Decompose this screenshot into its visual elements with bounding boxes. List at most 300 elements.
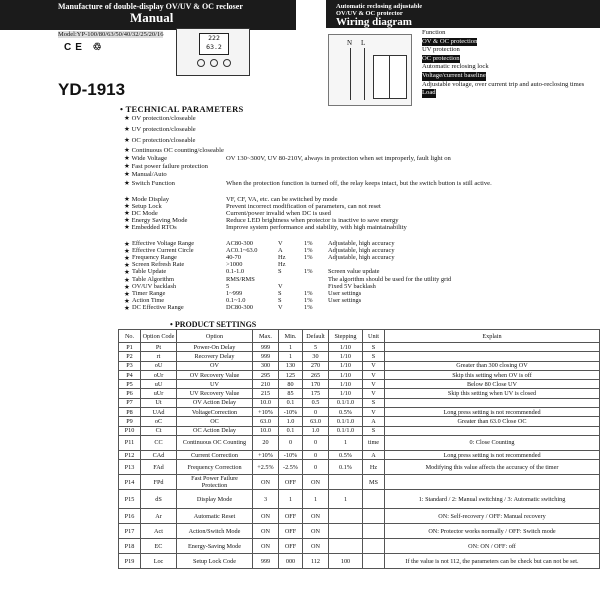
table-cell: 63.0 xyxy=(253,417,279,426)
table-cell: 0.1/1.0 xyxy=(329,398,363,407)
table-cell: 85 xyxy=(279,389,303,398)
table-cell: UAd xyxy=(141,408,177,417)
table-cell: ON: Protector works normally / OFF: Switch mode xyxy=(385,524,600,539)
table-cell: 0.1/1.0 xyxy=(329,426,363,435)
table-cell: A xyxy=(363,450,385,459)
table-cell: P13 xyxy=(119,460,141,475)
table-cell: uU xyxy=(141,380,177,389)
table-cell: S xyxy=(363,343,385,352)
table-cell: P6 xyxy=(119,389,141,398)
spec-range: 5 xyxy=(226,282,230,290)
table-cell: 0.1/1.0 xyxy=(329,417,363,426)
spec-note: Adjustable, high accuracy xyxy=(328,254,395,262)
table-cell xyxy=(329,539,363,554)
table-cell: 175 xyxy=(303,389,329,398)
wiring-legend-item xyxy=(420,38,600,47)
wiring-legend-text: OC protection xyxy=(422,54,460,62)
feature-label-text: UV protection/closeable xyxy=(131,126,196,133)
table-row xyxy=(119,352,600,361)
table-cell: P14 xyxy=(119,475,141,490)
table-cell: EC xyxy=(141,539,177,554)
table-cell: OFF xyxy=(279,539,303,554)
table-cell: VoltageCorrection xyxy=(177,408,253,417)
table-cell: CAd xyxy=(141,450,177,459)
table-cell: 0 xyxy=(303,450,329,459)
spec-range: AC80-300 xyxy=(226,240,253,247)
table-cell: 1.0 xyxy=(279,417,303,426)
table-cell: OC Action Delay xyxy=(177,426,253,435)
feature-label: ★ DC Mode xyxy=(124,210,158,217)
table-cell: 100 xyxy=(329,554,363,569)
spec-unit: S xyxy=(278,289,282,297)
table-cell: Skip this setting when UV is closed xyxy=(385,389,600,398)
table-cell: +10% xyxy=(253,450,279,459)
spec-range: AC0.1~63.0 xyxy=(226,247,258,255)
feature-value: VF, CF, VA, etc. can be switched by mode xyxy=(226,196,338,203)
table-cell: 999 xyxy=(253,343,279,352)
wiring-legend-text: Function xyxy=(422,29,446,36)
feature-label: ★ Switch Function xyxy=(124,180,175,187)
spec-label: Effective Voltage Range xyxy=(132,240,195,247)
table-cell: Frequency Correction xyxy=(177,460,253,475)
spec-label: OV/UV backlash xyxy=(132,282,177,290)
table-row xyxy=(119,490,600,509)
table-cell: 0.1% xyxy=(329,460,363,475)
table-cell: -10% xyxy=(279,450,303,459)
wiring-legend-item xyxy=(420,55,600,64)
spec-unit: A xyxy=(278,247,283,255)
table-cell: 0: Close Counting xyxy=(385,435,600,450)
spec-range: RMS/RMS xyxy=(226,275,255,283)
wiring-legend-item xyxy=(420,72,600,81)
page-title: YD-1913 xyxy=(58,80,126,99)
table-cell: 1/10 xyxy=(329,370,363,379)
table-header-cell: Option Code xyxy=(141,330,177,343)
table-row xyxy=(119,398,600,407)
table-cell: Fast Power Failure Protection xyxy=(177,475,253,490)
device-display xyxy=(199,33,229,55)
table-cell: 0 xyxy=(279,435,303,450)
wiring-legend-item xyxy=(420,29,600,38)
spec-acc: 1% xyxy=(304,254,313,262)
table-cell: 0 xyxy=(303,460,329,475)
spec-star: ★ xyxy=(124,290,130,298)
table-cell xyxy=(329,509,363,524)
table-cell: rt xyxy=(141,352,177,361)
table-header-cell: Min. xyxy=(279,330,303,343)
table-cell: 1/10 xyxy=(329,380,363,389)
table-row xyxy=(119,417,600,426)
table-cell: Energy-Saving Mode xyxy=(177,539,253,554)
table-cell xyxy=(385,398,600,407)
technical-title: TECHNICAL PARAMETERS xyxy=(125,104,244,114)
table-cell: P11 xyxy=(119,435,141,450)
table-cell: V xyxy=(363,380,385,389)
table-cell: 30 xyxy=(303,352,329,361)
terminal-label: L xyxy=(361,39,366,47)
table-cell: P16 xyxy=(119,509,141,524)
table-cell: ON xyxy=(253,539,279,554)
table-cell: 170 xyxy=(303,380,329,389)
table-cell: S xyxy=(363,398,385,407)
wiring-header xyxy=(326,0,600,28)
table-cell: ON xyxy=(253,475,279,490)
spec-star: ★ xyxy=(124,276,130,284)
table-cell: 0.1 xyxy=(279,398,303,407)
settings-title: PRODUCT SETTINGS xyxy=(174,320,257,329)
wiring-legend-text: UV protection xyxy=(422,46,460,54)
table-cell: ON: ON / OFF: off xyxy=(385,539,600,554)
spec-label: Frequency Range xyxy=(132,254,177,262)
spec-note: User settings xyxy=(328,289,362,297)
wiring-legend xyxy=(420,29,600,98)
table-cell: P18 xyxy=(119,539,141,554)
table-cell: time xyxy=(363,435,385,450)
feature-label: ★ OV protection/closeable xyxy=(124,115,196,122)
spec-acc: 1% xyxy=(304,289,313,297)
table-row xyxy=(119,554,600,569)
table-cell: Skip this setting when OV is off xyxy=(385,370,600,379)
feature-label-text: Setup Lock xyxy=(131,203,162,210)
table-cell: Current Correction xyxy=(177,450,253,459)
table-cell: 1/10 xyxy=(329,389,363,398)
table-cell: 5 xyxy=(303,343,329,352)
table-header-cell: Stepping xyxy=(329,330,363,343)
section-title-technical: • TECHNICAL PARAMETERS xyxy=(120,104,244,114)
feature-value: Current/power invalid when DC is used xyxy=(226,210,331,217)
table-cell: OFF xyxy=(279,524,303,539)
device-button-icon xyxy=(223,59,231,67)
table-cell: Long press setting is not recommended xyxy=(385,408,600,417)
spec-unit: V xyxy=(278,240,283,247)
feature-label-text: OC protection/closeable xyxy=(131,137,196,144)
table-cell: 20 xyxy=(253,435,279,450)
spec-note: User settings xyxy=(328,296,362,304)
table-cell: V xyxy=(363,370,385,379)
spec-range: 0.1-1.0 xyxy=(226,268,245,276)
table-cell: P8 xyxy=(119,408,141,417)
wiring-legend-item xyxy=(420,63,600,72)
table-cell: 10.0 xyxy=(253,398,279,407)
certification-marks: CE ♲ xyxy=(64,42,106,53)
spec-acc: 1% xyxy=(304,303,313,311)
feature-label-text: OV protection/closeable xyxy=(131,115,196,122)
table-cell: Act xyxy=(141,524,177,539)
feature-label-text: Continuous OC counting/closeable xyxy=(131,147,224,154)
spec-note: Adjustable, high accuracy xyxy=(328,247,395,255)
table-cell: 63.0 xyxy=(303,417,329,426)
spec-unit: S xyxy=(278,296,282,304)
breaker-unit-icon xyxy=(389,55,407,99)
table-cell: Greater than 300 closing OV xyxy=(385,361,600,370)
spec-unit: S xyxy=(278,268,282,276)
table-header-cell: Max. xyxy=(253,330,279,343)
spec-acc: 1% xyxy=(304,268,313,276)
table-cell: 265 xyxy=(303,370,329,379)
table-cell: Pt xyxy=(141,343,177,352)
feature-value: Reduce LED brightness when protector is inactive to save energy xyxy=(226,217,399,224)
table-cell: OFF xyxy=(279,509,303,524)
table-cell: dS xyxy=(141,490,177,509)
table-cell xyxy=(385,426,600,435)
table-cell: Ar xyxy=(141,509,177,524)
table-cell: 125 xyxy=(279,370,303,379)
table-row xyxy=(119,370,600,379)
feature-label: ★ Manual/Auto xyxy=(124,171,167,178)
table-cell: ON xyxy=(253,509,279,524)
table-cell: P2 xyxy=(119,352,141,361)
feature-label: ★ Wide Voltage xyxy=(124,155,168,162)
spec-star: ★ xyxy=(124,255,130,263)
table-cell: 1/10 xyxy=(329,352,363,361)
feature-label-text: Energy Saving Mode xyxy=(131,217,188,224)
table-cell: Power-On Delay xyxy=(177,343,253,352)
wiring-legend-text: OV & OC protection xyxy=(422,37,478,45)
table-cell: V xyxy=(363,408,385,417)
wiring-header-line: Automatic reclosing adjustable xyxy=(336,3,423,10)
table-cell: S xyxy=(363,426,385,435)
table-cell: P10 xyxy=(119,426,141,435)
spec-star: ★ xyxy=(124,269,130,277)
table-cell: UV Recovery Value xyxy=(177,389,253,398)
table-cell xyxy=(363,539,385,554)
table-cell: 0.5% xyxy=(329,450,363,459)
feature-label: ★ Continuous OC counting/closeable xyxy=(124,147,224,154)
spec-star: ★ xyxy=(124,262,130,270)
device-button-icon xyxy=(197,59,205,67)
spec-range: 40-70 xyxy=(226,254,241,262)
feature-label: ★ Setup Lock xyxy=(124,203,162,210)
device-button-icon xyxy=(210,59,218,67)
terminal-label: N xyxy=(347,39,353,47)
wiring-header-title: Wiring diagram xyxy=(336,16,412,28)
spec-label: DC Effective Range xyxy=(132,303,184,311)
table-cell: Modifying this value affects the accuracy of the timer xyxy=(385,460,600,475)
spec-unit: Hz xyxy=(278,254,286,262)
table-cell: Loc xyxy=(141,554,177,569)
table-cell: 1 xyxy=(329,490,363,509)
table-cell: ON xyxy=(303,475,329,490)
table-cell: ON xyxy=(303,524,329,539)
wire-line xyxy=(350,48,351,100)
table-cell: P3 xyxy=(119,361,141,370)
table-cell: V xyxy=(363,389,385,398)
spec-acc: 1% xyxy=(304,247,313,255)
table-cell: P1 xyxy=(119,343,141,352)
table-cell: P5 xyxy=(119,380,141,389)
table-cell xyxy=(363,490,385,509)
wire-line xyxy=(364,48,365,100)
spec-note: Fixed 5V backlash xyxy=(328,282,376,290)
table-header-cell: Option xyxy=(177,330,253,343)
table-cell: P4 xyxy=(119,370,141,379)
table-cell: CC xyxy=(141,435,177,450)
feature-value: Improve system performance and stability, with high maintainability xyxy=(226,224,407,231)
table-cell: 300 xyxy=(253,361,279,370)
table-cell: P19 xyxy=(119,554,141,569)
table-cell: 0.5 xyxy=(303,398,329,407)
feature-label: ★ Mode Display xyxy=(124,196,170,203)
device-display-line: 222 xyxy=(208,34,220,42)
table-cell: S xyxy=(363,352,385,361)
table-row xyxy=(119,361,600,370)
table-cell: OV xyxy=(177,361,253,370)
table-cell: Setup Lock Code xyxy=(177,554,253,569)
table-cell: oU xyxy=(141,361,177,370)
feature-value: When the protection function is turned off, the relay keeps intact, but the switch button is still active. xyxy=(226,180,492,187)
table-row xyxy=(119,524,600,539)
manual-header-title: Manual xyxy=(130,10,174,25)
feature-label: ★ UV protection/closeable xyxy=(124,126,196,133)
spec-label: Timer Range xyxy=(132,289,166,297)
table-row xyxy=(119,435,600,450)
spec-label: Table Algorithm xyxy=(132,275,174,283)
spec-label: Action Time xyxy=(132,296,165,304)
table-row xyxy=(119,460,600,475)
table-header-cell: Explain xyxy=(385,330,600,343)
feature-label-text: Manual/Auto xyxy=(131,171,167,178)
table-cell xyxy=(385,475,600,490)
table-cell: A xyxy=(363,417,385,426)
spec-unit: V xyxy=(278,282,283,290)
table-cell: 1 xyxy=(279,352,303,361)
table-cell: 999 xyxy=(253,554,279,569)
feature-label-text: Fast power failure protection xyxy=(131,163,208,170)
manual-header-subtitle: Manufacture of double-display OV/UV & OC recloser xyxy=(58,2,243,11)
spec-unit: Hz xyxy=(278,261,286,269)
table-cell xyxy=(363,554,385,569)
table-cell: uUr xyxy=(141,389,177,398)
wiring-legend-text: Load xyxy=(422,89,436,97)
table-header-cell: No. xyxy=(119,330,141,343)
table-cell: 210 xyxy=(253,380,279,389)
settings-table xyxy=(118,329,600,569)
feature-label-text: DC Mode xyxy=(131,210,158,217)
table-cell: ON: Self-recovery / OFF: Manual recovery xyxy=(385,509,600,524)
spec-star: ★ xyxy=(124,241,130,248)
table-cell: Recovery Delay xyxy=(177,352,253,361)
device-illustration xyxy=(176,28,250,76)
spec-range: 0.1~1.0 xyxy=(226,296,246,304)
table-cell: UV xyxy=(177,380,253,389)
table-cell: 1.0 xyxy=(303,426,329,435)
table-cell: P17 xyxy=(119,524,141,539)
table-cell: 0 xyxy=(303,435,329,450)
table-row xyxy=(119,389,600,398)
table-cell: 80 xyxy=(279,380,303,389)
model-line: Model:YP-100/80/63/50/40/32/25/20/16 xyxy=(58,31,164,38)
table-cell: 0.1 xyxy=(279,426,303,435)
spec-acc: 1% xyxy=(304,240,313,247)
spec-acc: 1% xyxy=(304,296,313,304)
table-row xyxy=(119,343,600,352)
spec-unit: V xyxy=(278,303,283,311)
feature-label-text: Embedded RTOs xyxy=(131,224,177,231)
table-cell: -2.5% xyxy=(279,460,303,475)
table-cell: Greater than 63.0 Close OC xyxy=(385,417,600,426)
table-cell: Action/Switch Mode xyxy=(177,524,253,539)
table-cell: Hz xyxy=(363,460,385,475)
table-cell: 295 xyxy=(253,370,279,379)
table-cell: P12 xyxy=(119,450,141,459)
table-cell: Below 80 Close UV xyxy=(385,380,600,389)
spec-range: 1~999 xyxy=(226,289,243,297)
table-cell: +10% xyxy=(253,408,279,417)
table-cell: oC xyxy=(141,417,177,426)
table-cell: FAd xyxy=(141,460,177,475)
table-cell: FPd xyxy=(141,475,177,490)
wiring-legend-text: Automatic reclosing lock xyxy=(422,63,489,71)
wiring-header-line: OV/UV & OC protector xyxy=(336,10,403,17)
feature-label-text: Wide Voltage xyxy=(131,155,168,162)
table-cell: OFF xyxy=(279,475,303,490)
table-cell: P15 xyxy=(119,490,141,509)
table-cell: 999 xyxy=(253,352,279,361)
table-row xyxy=(119,380,600,389)
table-cell: 1 xyxy=(279,343,303,352)
table-cell: 130 xyxy=(279,361,303,370)
spec-label: Effective Current Circle xyxy=(132,247,194,255)
table-row xyxy=(119,450,600,459)
table-cell: Long press setting is not recommended xyxy=(385,450,600,459)
table-row xyxy=(119,475,600,490)
table-cell: 0.5% xyxy=(329,408,363,417)
table-cell: 270 xyxy=(303,361,329,370)
table-header-row xyxy=(119,330,600,343)
table-cell: ON xyxy=(253,524,279,539)
table-cell: Display Mode xyxy=(177,490,253,509)
table-cell: oUr xyxy=(141,370,177,379)
table-cell xyxy=(363,509,385,524)
table-header-cell: Default xyxy=(303,330,329,343)
spec-note: The algorithm should be used for the utility grid xyxy=(328,275,452,283)
table-cell: 1 xyxy=(329,435,363,450)
feature-label: ★ Fast power failure protection xyxy=(124,163,208,170)
table-row xyxy=(119,539,600,554)
table-cell xyxy=(329,475,363,490)
spec-label: Screen Refresh Rate xyxy=(132,261,185,269)
wiring-legend-item xyxy=(420,89,600,98)
feature-value: Prevent incorrect modification of parameters, can not reset xyxy=(226,203,381,210)
wiring-legend-text: Voltage/current baseline xyxy=(422,71,486,79)
table-cell: 10.0 xyxy=(253,426,279,435)
table-cell: MS xyxy=(363,475,385,490)
device-display-line: 63.2 xyxy=(206,43,222,51)
table-cell: 000 xyxy=(279,554,303,569)
spec-star: ★ xyxy=(124,297,130,305)
table-cell: 1 xyxy=(279,490,303,509)
table-cell: Ut xyxy=(141,398,177,407)
table-cell: -10% xyxy=(279,408,303,417)
table-cell: 1: Standard / 2: Manual switching / 3: Automatic switching xyxy=(385,490,600,509)
table-cell xyxy=(329,524,363,539)
section-title-settings: • PRODUCT SETTINGS xyxy=(170,320,257,329)
spec-star: ★ xyxy=(124,283,130,291)
manual-header xyxy=(0,0,296,30)
table-cell: 1/10 xyxy=(329,361,363,370)
table-cell: 1 xyxy=(303,490,329,509)
spec-star: ★ xyxy=(124,304,130,312)
table-cell: 112 xyxy=(303,554,329,569)
table-cell: ON xyxy=(303,539,329,554)
table-cell: If the value is not 112, the parameters can be check but can not be set. xyxy=(385,554,600,569)
wiring-diagram xyxy=(328,34,412,106)
table-cell xyxy=(363,524,385,539)
table-row xyxy=(119,408,600,417)
table-cell: Automatic Reset xyxy=(177,509,253,524)
table-cell: Ct xyxy=(141,426,177,435)
feature-label: ★ Energy Saving Mode xyxy=(124,217,188,224)
